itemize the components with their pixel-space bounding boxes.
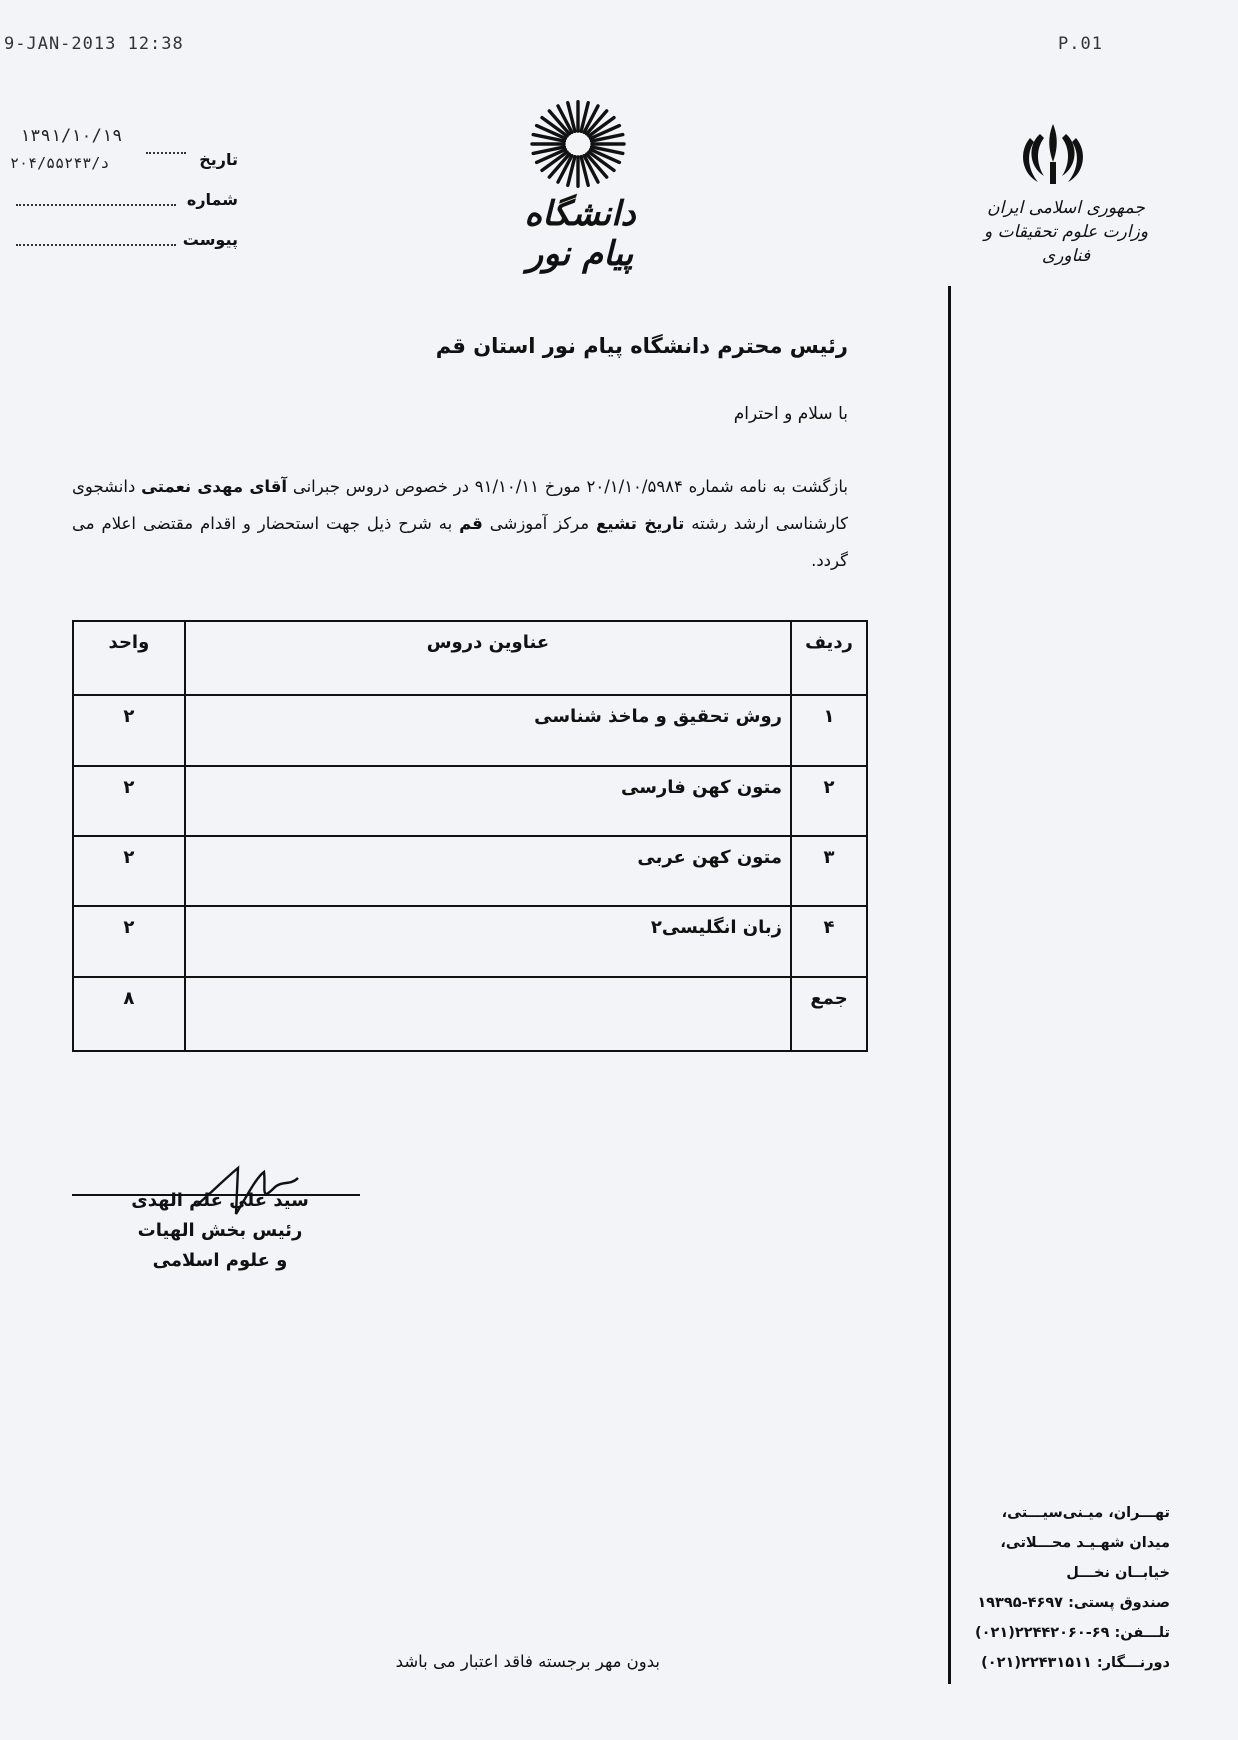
letter-body	[72, 468, 848, 579]
date-label: تاریخ	[199, 150, 238, 169]
number-row	[8, 190, 238, 214]
number-value: ۲۰۴/۵۵۲۴۳/د	[10, 154, 110, 172]
fax-page-number: P.01	[1058, 34, 1103, 54]
university-name: دانشگاه پیام نور	[524, 194, 636, 274]
table-row	[73, 766, 867, 836]
field-of-study: تاریخ تشیع	[595, 514, 685, 533]
row-number: ۴	[791, 906, 867, 976]
header-units: واحد	[73, 621, 185, 695]
sidebar-divider	[948, 286, 951, 1684]
address-fax: دورنـــگار: ۲۲۴۳۱۵۱۱(۰۲۱)	[981, 1655, 1170, 1671]
letter-recipient: رئیس محترم دانشگاه پیام نور استان قم	[435, 334, 848, 358]
course-title: روش تحقیق و ماخذ شناسی	[185, 695, 791, 765]
header-course-title: عناوین دروس	[185, 621, 791, 695]
letter-greeting: با سلام و احترام	[733, 404, 848, 424]
table-header-row	[73, 621, 867, 695]
row-number: ۳	[791, 836, 867, 906]
signature-block	[110, 1186, 330, 1276]
address-line: میدان شهـیـد محـــلاتی،	[1000, 1535, 1170, 1551]
attachment-row	[8, 230, 238, 254]
date-value: ۱۳۹۱/۱۰/۱۹	[20, 126, 123, 146]
table-row	[73, 836, 867, 906]
row-number: ۱	[791, 695, 867, 765]
signatory-title-2: و علوم اسلامی	[152, 1250, 288, 1271]
date-dots	[146, 152, 186, 154]
body-part-4: به شرح ذیل جهت استحضار و اقدام مقتضی اعلام می گردد.	[72, 514, 848, 570]
ministry-line2: وزارت علوم تحقیقات و فناوری	[983, 222, 1149, 266]
course-title: متون کهن عربی	[185, 836, 791, 906]
letter-meta	[8, 122, 238, 262]
body-part-2: دانشجوی کارشناسی ارشد رشته	[72, 477, 848, 533]
ministry-name	[968, 196, 1164, 268]
ministry-line1: جمهوری اسلامی ایران	[987, 198, 1145, 218]
number-dots	[16, 204, 176, 206]
address-line: تهـــران، میـنی‌سیـــتی،	[1001, 1505, 1170, 1521]
center-city: قم	[459, 514, 483, 533]
total-units: ۸	[73, 977, 185, 1051]
row-number: ۲	[791, 766, 867, 836]
university-logo-icon	[518, 92, 638, 192]
iran-emblem-icon	[1018, 118, 1088, 190]
fax-timestamp: 9-JAN-2013 12:38	[4, 34, 184, 54]
address-po-box: صندوق پستی: ۴۶۹۷-۱۹۳۹۵	[977, 1595, 1170, 1611]
table-row	[73, 695, 867, 765]
header-row-number: ردیف	[791, 621, 867, 695]
signatory-title-1: رئیس بخش الهیات	[137, 1220, 303, 1241]
total-label: جمع	[791, 977, 867, 1051]
address-phone: تلـــفن: ۶۹-۲۲۴۴۲۰۶۰(۰۲۱)	[975, 1625, 1170, 1641]
attachment-label: پیوست	[182, 230, 238, 249]
course-units: ۲	[73, 766, 185, 836]
courses-table	[72, 620, 868, 1052]
course-title: متون کهن فارسی	[185, 766, 791, 836]
course-units: ۲	[73, 906, 185, 976]
student-name: آقای مهدی نعمتی	[141, 477, 288, 496]
table-row	[73, 906, 867, 976]
body-part-1: بازگشت به نامه شماره ۲۰/۱/۱۰/۵۹۸۴ مورخ ۹۱/۱۰/۱۱ در خصوص دروس جبرانی	[287, 477, 848, 496]
footer-validity-note: بدون مهر برجسته فاقد اعتبار می باشد	[395, 1652, 660, 1671]
signatory-name: سید علی علم الهدی	[131, 1190, 309, 1211]
courses-table-container	[72, 620, 868, 1052]
number-label: شماره	[186, 190, 238, 209]
course-units: ۲	[73, 695, 185, 765]
attachment-dots	[16, 244, 176, 246]
course-title: زبان انگلیسی۲	[185, 906, 791, 976]
address-block	[964, 1498, 1170, 1678]
course-units: ۲	[73, 836, 185, 906]
body-part-3: مرکز آموزشی	[482, 514, 596, 533]
address-line: خیابــان نخـــل	[1066, 1565, 1170, 1581]
table-total-row	[73, 977, 867, 1051]
total-empty-cell	[185, 977, 791, 1051]
